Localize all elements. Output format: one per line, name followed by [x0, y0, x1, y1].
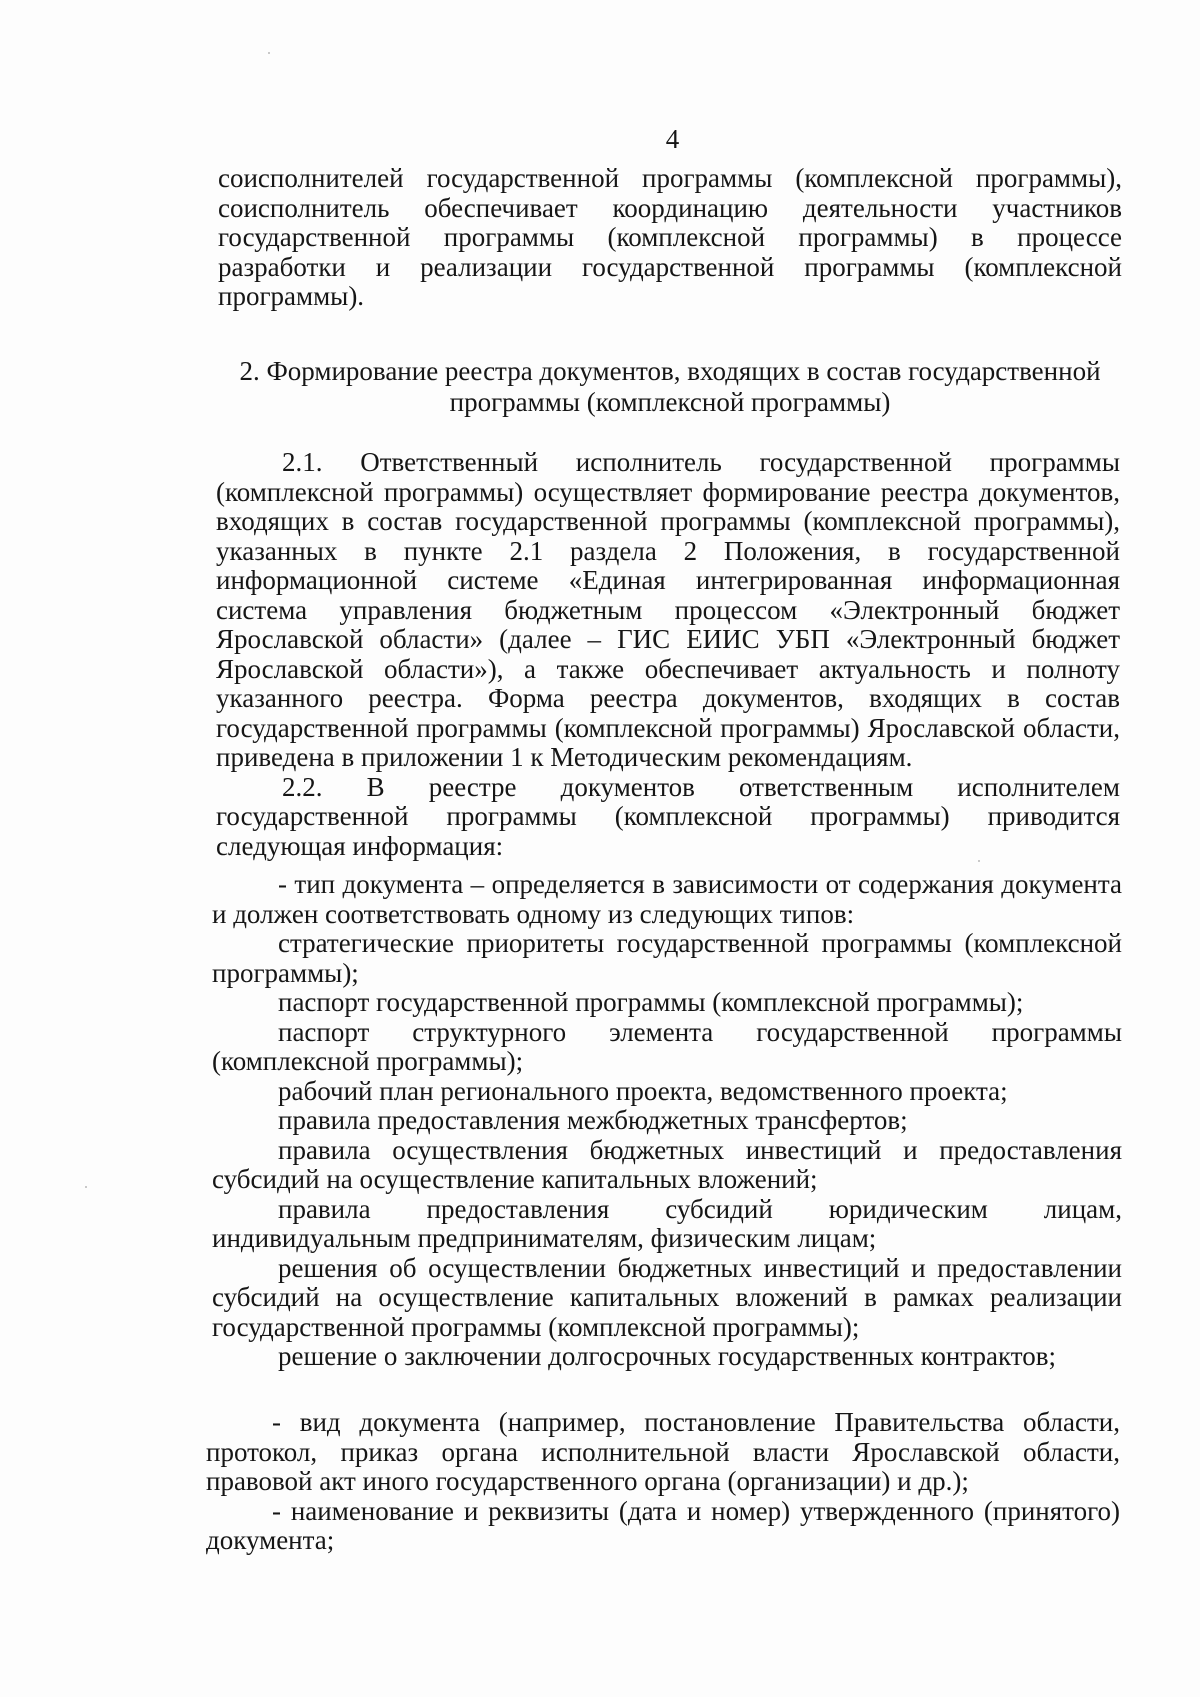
scan-speck: [978, 860, 980, 862]
page-number: 4: [665, 124, 680, 154]
list-item-document-name: - наименование и реквизиты (дата и номер) утвержденного (принятого) документа;: [206, 1495, 1120, 1555]
list-item: правила предоставления субсидий юридическим лицам, индивидуальным предпринимателям, физическим лицам;: [212, 1193, 1122, 1253]
paragraph-2-1: 2.1. Ответственный исполнитель государственной программы (комплексной программы) осуществляет формирование реестра документов, входящих в состав государственной программы (комплексной программы), указанных в пункте 2.1 раздела 2 Положения, в государственной информационной системе «Единая интегрированная информационная система управления бюджетным процессом «Электронный бюджет Ярославской области» (далее – ГИС ЕИИС УБП «Электронный бюджет Ярославской области»), а также обеспечивает актуальность и полноту указанного реестра. Форма реестра документов, входящих в состав государственной программы (комплексной программы) Ярославской области, приведена в приложении 1 к Методическим рекомендациям.: [216, 447, 1120, 772]
list-item-document-type: - тип документа – определяется в зависимости от содержания документа и должен соответствовать одному из следующих типов:: [212, 869, 1122, 929]
intro-paragraph: соисполнителей государственной программы (комплексной программы), соисполнитель обеспечивает координацию деятельности участников государственной программы (комплексной программы) в процессе разработки и реализации государственной программы (комплексной программы).: [218, 163, 1122, 311]
scan-speck: [85, 1186, 87, 1188]
intro-block: [218, 164, 1122, 312]
section-heading-line-2: программы (комплексной программы): [449, 387, 891, 417]
section-body: [216, 448, 1120, 861]
list-item: правила предоставления межбюджетных трансфертов;: [278, 1105, 908, 1135]
section-heading-line-1: 2. Формирование реестра документов, входящих в состав государственной: [239, 356, 1101, 386]
paragraph-2-2: 2.2. В реестре документов ответственным исполнителем государственной программы (комплексной программы) приводится следующая информация:: [216, 771, 1120, 861]
section-heading: [218, 356, 1122, 418]
closing-list: [206, 1408, 1120, 1556]
list-item: решения об осуществлении бюджетных инвестиций и предоставлении субсидий на осуществление капитальных вложений в рамках реализации государственной программы (комплексной программы);: [212, 1252, 1122, 1342]
list-item: стратегические приоритеты государственной программы (комплексной программы);: [212, 928, 1122, 988]
list-item: паспорт структурного элемента государственной программы (комплексной программы);: [212, 1016, 1122, 1076]
list-item: решение о заключении долгосрочных государственных контрактов;: [278, 1341, 1056, 1371]
list-item: правила осуществления бюджетных инвестиций и предоставления субсидий на осуществление капитальных вложений;: [212, 1134, 1122, 1194]
list-item: паспорт государственной программы (комплексной программы);: [278, 987, 1024, 1017]
list-item: рабочий план регионального проекта, ведомственного проекта;: [278, 1075, 1008, 1106]
document-type-list: [212, 870, 1122, 1372]
list-item-document-kind: - вид документа (например, постановление Правительства области, протокол, приказ органа исполнительной власти Ярославской области, правовой акт иного государственного органа (организации) и др.);: [206, 1407, 1120, 1496]
scan-speck: [268, 52, 270, 54]
